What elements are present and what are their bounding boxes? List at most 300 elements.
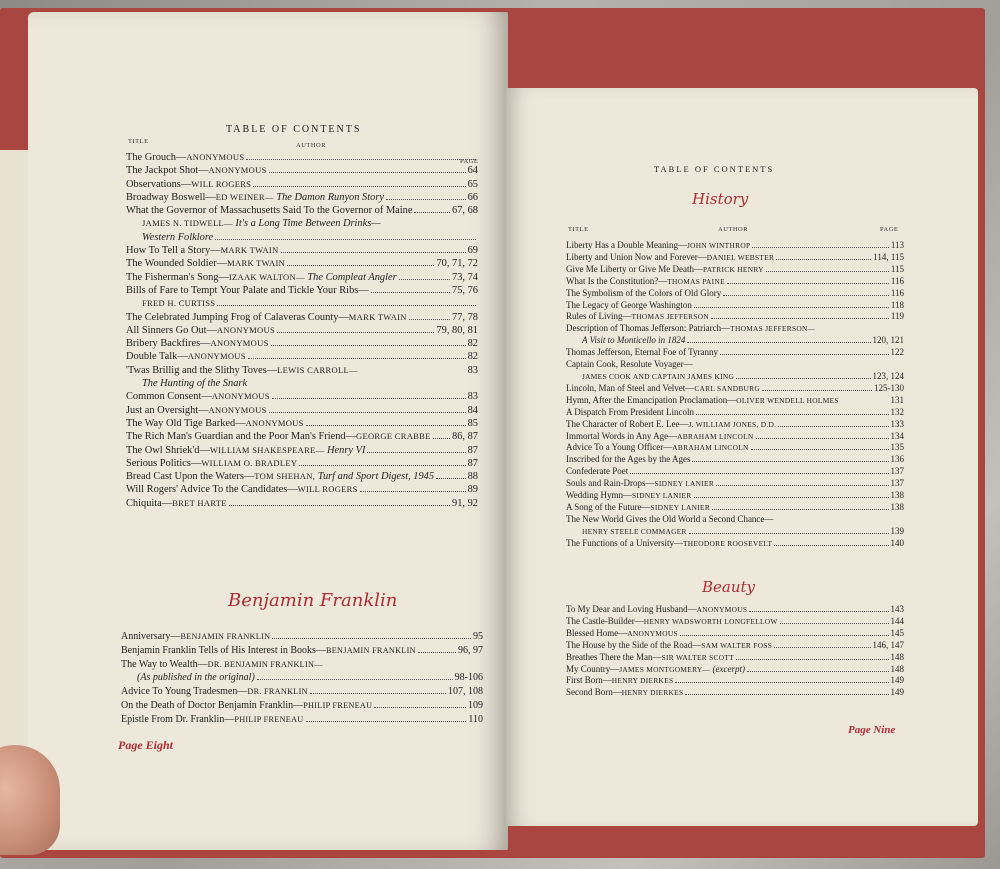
entry-text bbox=[566, 442, 749, 454]
entry-author: HENRY DIERKES bbox=[621, 688, 684, 698]
entry-text bbox=[137, 671, 255, 685]
entry-title: Chiquita— bbox=[126, 497, 173, 509]
toc-list-beauty bbox=[566, 604, 904, 699]
entry-author: J. WILLIAM JONES, D.D. bbox=[688, 419, 777, 429]
leader-dots bbox=[775, 516, 902, 521]
entry-title: Inscribed for the Ages by the Ages bbox=[566, 454, 691, 465]
entry-author: MARK TWAIN bbox=[227, 258, 286, 269]
entry-text bbox=[126, 284, 369, 297]
entry-text bbox=[126, 204, 412, 217]
entry-page: 82 bbox=[467, 351, 478, 363]
entry-page: 125-130 bbox=[874, 382, 904, 393]
entry-title: How To Tell a Story— bbox=[126, 245, 221, 257]
entry-text bbox=[566, 664, 745, 676]
leader-dots bbox=[736, 654, 889, 659]
leader-dots bbox=[817, 326, 902, 331]
leader-dots bbox=[776, 255, 871, 260]
entry-author: HENRY STEELE COMMAGER bbox=[582, 526, 687, 536]
entry-title: The House by the Side of the Road— bbox=[566, 639, 702, 650]
entry-author: PATRICK HENRY bbox=[702, 264, 764, 274]
entry-author: SIDNEY LANIER bbox=[632, 491, 692, 501]
entry-title: A Dispatch From President Lincoln bbox=[566, 406, 694, 417]
entry-text bbox=[126, 364, 358, 377]
entry-author: ABRAHAM LINCOLN bbox=[677, 431, 754, 441]
entry-title: The Way Old Tige Barked— bbox=[126, 417, 246, 429]
entry-page: 143 bbox=[890, 604, 904, 614]
entry-text bbox=[126, 191, 384, 204]
entry-title: The Wounded Soldier— bbox=[126, 258, 228, 270]
leader-dots bbox=[409, 313, 450, 319]
entry-page: 137 bbox=[890, 466, 904, 477]
entry-page: 138 bbox=[890, 490, 904, 501]
entry-text bbox=[566, 675, 673, 687]
entry-page: 87 bbox=[467, 444, 478, 456]
entry-text bbox=[566, 288, 721, 300]
entry-author: HENRY DIERKES bbox=[611, 676, 674, 686]
leader-dots bbox=[269, 406, 466, 412]
entry-author: SIDNEY LANIER bbox=[654, 479, 715, 489]
entry-author: JOHN WINTHROP bbox=[686, 241, 751, 250]
entry-text bbox=[566, 276, 725, 288]
toc-entry bbox=[566, 442, 904, 454]
leader-dots bbox=[281, 247, 466, 253]
entry-title: Wedding Hymn— bbox=[566, 490, 633, 501]
leader-dots bbox=[723, 290, 889, 295]
entry-title: Description of Thomas Jefferson: Patriarch— bbox=[566, 323, 731, 334]
toc-entry bbox=[566, 311, 904, 323]
toc-entry bbox=[126, 350, 478, 363]
leader-dots bbox=[418, 647, 456, 653]
leader-dots bbox=[367, 446, 465, 452]
entry-work: The Hunting of the Snark bbox=[142, 378, 248, 390]
entry-title: Thomas Jefferson, Eternal Foe of Tyranny bbox=[566, 347, 718, 358]
entry-title: Liberty and Union Now and Forever— bbox=[566, 251, 707, 262]
entry-text bbox=[566, 652, 734, 664]
section-title-history: History bbox=[692, 190, 749, 208]
entry-title: The Owl Shriek'd— bbox=[126, 444, 210, 456]
toc-entry bbox=[126, 470, 478, 483]
toc-entry bbox=[121, 685, 483, 699]
toc-entry bbox=[126, 297, 478, 310]
leader-dots bbox=[774, 642, 870, 647]
entry-page: 83 bbox=[467, 364, 478, 376]
entry-page: 85 bbox=[467, 417, 478, 429]
toc-entry bbox=[566, 616, 904, 628]
toc-entry bbox=[126, 191, 478, 204]
entry-text bbox=[126, 457, 297, 470]
leader-dots bbox=[778, 421, 888, 426]
entry-text bbox=[126, 417, 304, 430]
entry-text bbox=[566, 431, 754, 443]
entry-title: All Sinners Go Out— bbox=[126, 324, 217, 336]
toc-entry bbox=[121, 671, 483, 685]
entry-text bbox=[566, 311, 709, 323]
entry-page: 118 bbox=[890, 299, 904, 310]
entry-page: 133 bbox=[890, 418, 904, 429]
entry-text bbox=[121, 630, 270, 644]
entry-text bbox=[566, 454, 690, 466]
leader-dots bbox=[695, 362, 902, 367]
entry-work: A Visit to Monticello in 1824 bbox=[582, 335, 686, 346]
entry-page: 115 bbox=[890, 263, 904, 274]
column-page-header: PAGE bbox=[460, 158, 479, 165]
toc-list-history bbox=[566, 240, 904, 550]
leader-dots bbox=[689, 528, 889, 533]
entry-text bbox=[121, 699, 372, 713]
entry-author: ANONYMOUS bbox=[187, 351, 246, 362]
toc-entry bbox=[566, 652, 904, 664]
toc-entry bbox=[126, 497, 478, 510]
toc-entry bbox=[566, 502, 904, 514]
entry-author: THOMAS JEFFERSON bbox=[631, 312, 710, 322]
right-page bbox=[506, 88, 978, 826]
entry-work: Turf and Sport Digest, 1945 bbox=[317, 471, 435, 483]
entry-text bbox=[566, 383, 760, 395]
entry-text bbox=[566, 502, 710, 514]
toc-entry bbox=[126, 271, 478, 284]
entry-text bbox=[566, 604, 747, 616]
entry-page: 131 bbox=[890, 394, 904, 405]
entry-title: My Country— bbox=[566, 663, 620, 674]
leader-dots bbox=[249, 380, 476, 386]
entry-title: Second Born— bbox=[566, 687, 622, 698]
entry-title: Confederate Poet bbox=[566, 466, 629, 477]
entry-text bbox=[566, 264, 764, 276]
entry-text bbox=[566, 628, 678, 640]
leader-dots bbox=[215, 234, 476, 240]
toc-entry bbox=[566, 431, 904, 443]
leader-dots bbox=[692, 457, 888, 462]
entry-text bbox=[126, 244, 279, 257]
entry-author: PHILIP FRENEAU bbox=[234, 714, 304, 724]
entry-author: THOMAS JEFFERSON— bbox=[730, 324, 816, 334]
entry-title: The Legacy of George Washington bbox=[566, 299, 692, 310]
toc-entry bbox=[566, 478, 904, 490]
leader-dots bbox=[272, 633, 471, 639]
toc-entry bbox=[121, 713, 483, 727]
entry-text bbox=[126, 404, 267, 417]
leader-dots bbox=[277, 327, 434, 333]
toc-entry bbox=[566, 323, 904, 335]
entry-title: Common Consent— bbox=[126, 391, 212, 403]
toc-entry bbox=[121, 630, 483, 644]
entry-title: The Jackpot Shot— bbox=[126, 165, 209, 177]
leader-dots bbox=[749, 607, 888, 612]
entry-author: THEODORE ROOSEVELT bbox=[682, 538, 773, 548]
entry-title: Blessed Home— bbox=[566, 627, 628, 638]
toc-entry bbox=[566, 687, 904, 699]
entry-title: Liberty Has a Double Meaning— bbox=[566, 240, 687, 250]
entry-page: 88 bbox=[467, 471, 478, 483]
toc-entry bbox=[126, 444, 478, 457]
entry-author: ANONYMOUS bbox=[208, 165, 267, 176]
leader-dots bbox=[752, 243, 888, 248]
entry-page: 132 bbox=[890, 406, 904, 417]
leader-dots bbox=[736, 374, 870, 379]
entry-author: IZAAK WALTON— bbox=[228, 271, 305, 282]
entry-page: 123, 124 bbox=[872, 370, 904, 381]
leader-dots bbox=[780, 619, 889, 624]
entry-text bbox=[566, 323, 815, 335]
entry-author: BRET HARTE bbox=[172, 497, 227, 508]
toc-entry bbox=[566, 466, 904, 478]
toc-entry bbox=[121, 699, 483, 713]
toc-entry bbox=[566, 335, 904, 347]
entry-title: The Rich Man's Guardian and the Poor Man's Friend— bbox=[126, 431, 356, 443]
entry-author: ANONYMOUS bbox=[210, 338, 269, 349]
toc-entry bbox=[126, 244, 478, 257]
entry-author: DR. FRANKLIN bbox=[247, 687, 308, 697]
entry-author: ANONYMOUS bbox=[186, 152, 245, 162]
entry-page: 139 bbox=[890, 525, 904, 536]
entry-title: Benjamin Franklin Tells of His Interest in Books— bbox=[121, 644, 326, 656]
toc-entry bbox=[566, 359, 904, 371]
entry-title: Give Me Liberty or Give Me Death— bbox=[566, 263, 703, 274]
leader-dots bbox=[685, 690, 888, 695]
column-title-header: TITLE bbox=[568, 226, 589, 233]
entry-page: 149 bbox=[890, 687, 904, 698]
toc-entry bbox=[566, 252, 904, 264]
entry-title: 'Twas Brillig and the Slithy Toves— bbox=[126, 364, 278, 376]
toc-entry bbox=[566, 371, 904, 383]
entry-work: (excerpt) bbox=[712, 663, 745, 674]
entry-page: 114, 115 bbox=[873, 251, 904, 262]
entry-text bbox=[566, 252, 774, 264]
entry-text bbox=[566, 240, 750, 252]
entry-page: 66 bbox=[467, 191, 478, 203]
left-page bbox=[28, 12, 508, 850]
leader-dots bbox=[727, 278, 889, 283]
entry-page: 135 bbox=[890, 442, 904, 453]
toc-entry bbox=[566, 514, 904, 526]
entry-page: 134 bbox=[890, 430, 904, 441]
leader-dots bbox=[756, 433, 889, 438]
entry-work: Henry VI bbox=[327, 444, 366, 456]
leader-dots bbox=[630, 469, 888, 474]
toc-entry bbox=[126, 364, 478, 377]
entry-author: DR. BENJAMIN FRANKLIN— bbox=[207, 659, 323, 669]
entry-author: OLIVER WENDELL HOLMES bbox=[736, 395, 839, 405]
toc-entry bbox=[566, 395, 904, 407]
entry-text bbox=[566, 538, 772, 550]
entry-page: 91, 92 bbox=[452, 497, 478, 509]
entry-work: Western Folklore bbox=[142, 231, 214, 243]
leader-dots bbox=[217, 300, 476, 306]
entry-text bbox=[121, 713, 304, 727]
leader-dots bbox=[257, 674, 453, 680]
leader-dots bbox=[720, 350, 889, 355]
entry-title: Bribery Backfires— bbox=[126, 338, 211, 350]
toc-entry bbox=[126, 324, 478, 337]
page-number-right: Page Nine bbox=[848, 724, 896, 736]
entry-page: 77, 78 bbox=[452, 311, 478, 323]
leader-dots bbox=[716, 481, 888, 486]
leader-dots bbox=[762, 385, 872, 390]
entry-title: The Fisherman's Song— bbox=[126, 271, 229, 283]
leader-dots bbox=[383, 220, 476, 226]
entry-text bbox=[566, 466, 628, 478]
toc-entry bbox=[566, 276, 904, 288]
toc-entry bbox=[126, 151, 478, 164]
entry-text bbox=[566, 640, 772, 652]
entry-text bbox=[566, 359, 693, 371]
entry-page: 86, 87 bbox=[452, 431, 478, 443]
column-title-header: TITLE bbox=[128, 138, 149, 145]
entry-title: The New World Gives the Old World a Second Chance— bbox=[566, 513, 774, 524]
toc-entry bbox=[566, 240, 904, 252]
entry-page: 67, 68 bbox=[452, 205, 478, 217]
entry-title: The Celebrated Jumping Frog of Calaveras County— bbox=[126, 311, 349, 323]
toc-list-franklin bbox=[121, 630, 483, 727]
toc-entry bbox=[121, 658, 483, 672]
entry-author: WILL ROGERS bbox=[191, 178, 252, 189]
leader-dots bbox=[751, 445, 889, 450]
leader-dots bbox=[248, 353, 466, 359]
entry-title: Souls and Rain-Drops— bbox=[566, 478, 655, 489]
entry-title: Advice To a Young Officer— bbox=[566, 442, 673, 453]
entry-page: 119 bbox=[890, 311, 904, 322]
toc-entry bbox=[566, 664, 904, 676]
toc-entry bbox=[566, 604, 904, 616]
entry-title: Just an Oversight— bbox=[126, 404, 209, 416]
entry-text bbox=[566, 419, 776, 431]
entry-text bbox=[126, 483, 358, 496]
toc-entry bbox=[126, 390, 478, 403]
entry-author: BENJAMIN FRANKLIN bbox=[325, 645, 416, 655]
toc-entry bbox=[566, 526, 904, 538]
leader-dots bbox=[253, 180, 465, 186]
leader-dots bbox=[696, 409, 889, 414]
leader-dots bbox=[306, 420, 466, 426]
entry-page: 113 bbox=[890, 240, 904, 250]
entry-author: ANONYMOUS bbox=[696, 605, 748, 614]
entry-title: The Character of Robert E. Lee— bbox=[566, 418, 689, 429]
entry-author: JAMES N. TIDWELL— bbox=[142, 218, 233, 229]
toc-entry bbox=[566, 383, 904, 395]
toc-entry bbox=[126, 284, 478, 297]
entry-page: 69 bbox=[467, 245, 478, 257]
leader-dots bbox=[433, 433, 450, 439]
entry-text bbox=[121, 685, 308, 699]
entry-title: Anniversary— bbox=[121, 631, 181, 642]
leader-dots bbox=[694, 302, 889, 307]
leader-dots bbox=[229, 499, 450, 505]
leader-dots bbox=[712, 505, 888, 510]
entry-page: 107, 108 bbox=[448, 686, 483, 698]
entry-author: ANONYMOUS bbox=[627, 628, 678, 638]
entry-page: 65 bbox=[467, 178, 478, 190]
entry-page: 82 bbox=[467, 338, 478, 350]
page-edge bbox=[0, 150, 30, 750]
entry-page: 148 bbox=[890, 651, 904, 662]
entry-author: DANIEL WEBSTER bbox=[706, 252, 775, 262]
entry-page: 70, 71, 72 bbox=[436, 258, 478, 270]
entry-author: HENRY WADSWORTH LONGFELLOW bbox=[643, 616, 778, 626]
entry-text bbox=[566, 407, 694, 419]
entry-text bbox=[121, 658, 323, 672]
leader-dots bbox=[414, 207, 450, 213]
entry-title: The Symbolism of the Colors of Old Glory bbox=[566, 287, 722, 298]
leader-dots bbox=[306, 716, 467, 722]
entry-title: The Functions of a University— bbox=[566, 537, 683, 548]
entry-author: SIDNEY LANIER bbox=[650, 502, 711, 512]
entry-author: PHILIP FRENEAU bbox=[303, 700, 373, 710]
entry-text bbox=[566, 490, 692, 502]
entry-page: 116 bbox=[890, 275, 904, 286]
entry-title: Epistle From Dr. Franklin— bbox=[121, 713, 235, 725]
entry-text bbox=[126, 444, 365, 457]
entry-page: 136 bbox=[890, 454, 904, 465]
entry-author: SAM WALTER FOSS bbox=[701, 640, 773, 650]
entry-author: WILL ROGERS bbox=[297, 484, 358, 495]
entry-title: The Way to Wealth— bbox=[121, 658, 208, 670]
entry-text bbox=[126, 390, 270, 403]
entry-page: 75, 76 bbox=[452, 284, 478, 296]
toc-entry bbox=[126, 231, 478, 244]
leader-dots bbox=[675, 678, 888, 683]
entry-page: 146, 147 bbox=[872, 639, 904, 650]
entry-title: Bread Cast Upon the Waters— bbox=[126, 471, 255, 483]
entry-text bbox=[142, 231, 213, 244]
toc-entry bbox=[126, 417, 478, 430]
entry-title: Will Rogers' Advice To the Candidates— bbox=[126, 484, 298, 496]
entry-page: 84 bbox=[467, 404, 478, 416]
leader-dots bbox=[747, 666, 889, 671]
toc-entry bbox=[126, 430, 478, 443]
entry-title: Serious Politics— bbox=[126, 457, 202, 469]
entry-title: Broadway Boswell— bbox=[126, 191, 216, 203]
leader-dots bbox=[711, 314, 889, 319]
toc-entry bbox=[566, 288, 904, 300]
toc-entry bbox=[566, 419, 904, 431]
entry-page: 73, 74 bbox=[452, 271, 478, 283]
leader-dots bbox=[325, 661, 481, 667]
leader-dots bbox=[374, 702, 466, 708]
leader-dots bbox=[680, 630, 889, 635]
entry-title: Rules of Living— bbox=[566, 311, 632, 322]
leader-dots bbox=[841, 397, 889, 402]
entry-page: 122 bbox=[890, 347, 904, 358]
toc-entry bbox=[126, 257, 478, 270]
entry-text bbox=[126, 178, 251, 191]
leader-dots bbox=[271, 340, 466, 346]
leader-dots bbox=[269, 167, 466, 173]
entry-text bbox=[126, 497, 227, 510]
entry-work: (As published in the original) bbox=[137, 672, 255, 684]
entry-text bbox=[126, 271, 397, 284]
entry-title: The Grouch— bbox=[126, 152, 187, 163]
entry-author: ANONYMOUS bbox=[211, 391, 270, 402]
entry-page: 96, 97 bbox=[458, 644, 483, 656]
entry-text bbox=[121, 644, 416, 658]
entry-page: 144 bbox=[890, 615, 904, 626]
entry-author: ED WEINER— bbox=[215, 191, 274, 202]
toc-heading: TABLE OF CONTENTS bbox=[226, 124, 362, 135]
entry-page: 83 bbox=[467, 391, 478, 403]
entry-text bbox=[582, 335, 685, 347]
entry-page: 120, 121 bbox=[872, 335, 904, 346]
leader-dots bbox=[371, 287, 450, 293]
entry-title: First Born— bbox=[566, 675, 612, 686]
entry-title: A Song of the Future— bbox=[566, 501, 651, 512]
entry-text bbox=[582, 371, 734, 383]
toc-entry bbox=[566, 675, 904, 687]
toc-entry bbox=[566, 640, 904, 652]
entry-author: WILLIAM SHAKESPEARE— bbox=[209, 444, 325, 455]
entry-page: 79, 80, 81 bbox=[436, 324, 478, 336]
entry-page: 64 bbox=[467, 165, 478, 177]
entry-text bbox=[126, 470, 434, 483]
